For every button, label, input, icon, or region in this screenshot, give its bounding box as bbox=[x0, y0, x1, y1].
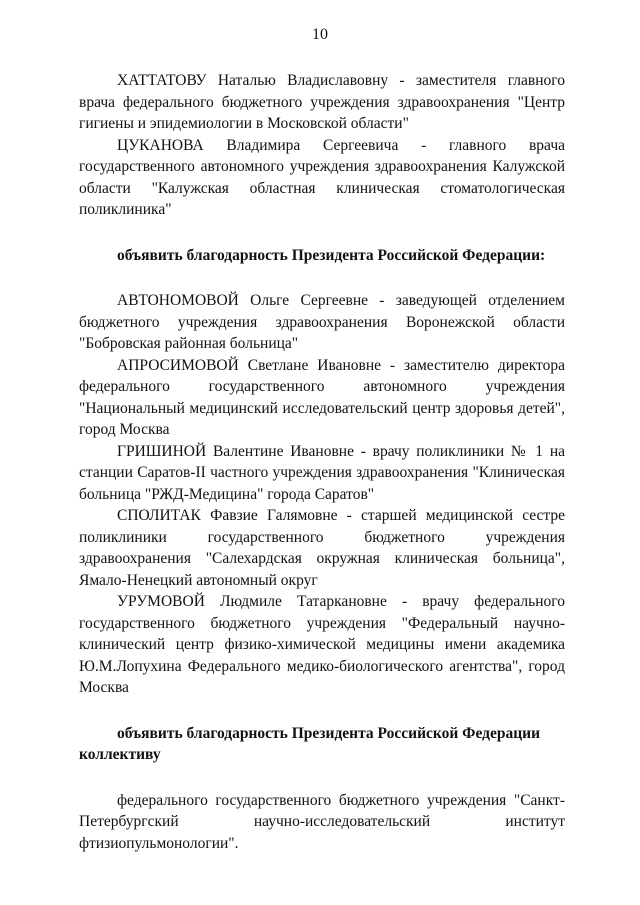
section-heading: объявить благодарность Президента Российской Федерации коллективу bbox=[79, 724, 541, 763]
award-entry: СПОЛИТАК Фавзие Галямовне - старшей медицинской сестре поликлиники государственного бюджетного учреждения здравоохранения "Салехардская окружная клиническая больница", Ямало-Ненецкий автономный округ bbox=[79, 507, 565, 589]
award-entry: УРУМОВОЙ Людмиле Татаркановне - врачу федерального государственного бюджетного учреждения "Федеральный научно-клинический центр физико-химической медицины имени академика Ю.М.Лопухина Федерального медико-биологического агентства", город Москва bbox=[79, 593, 565, 696]
spacer bbox=[79, 766, 565, 790]
award-entry: ГРИШИНОЙ Валентине Ивановне - врачу поликлиники № 1 на станции Саратов-II частного учреждения здравоохранения "Клиническая больница "РЖД-Медицина" города Саратов" bbox=[79, 442, 565, 503]
award-entry: ЦУКАНОВА Владимира Сергеевича - главного врача государственного автономного учреждения здравоохранения Калужской области "Калужская областная клиническая стоматологическая поликлиника" bbox=[79, 136, 565, 218]
award-entry: ХАТТАТОВУ Наталью Владиславовну - заместителя главного врача федерального бюджетного учреждения здравоохранения "Центр гигиены и эпидемиологии в Московской области" bbox=[79, 72, 565, 132]
spacer bbox=[79, 699, 565, 723]
award-entry: АПРОСИМОВОЙ Светлане Ивановне - заместителю директора федерального государственного автономного учреждения "Национальный медицинский исследовательский центр здоровья детей", город Москва bbox=[79, 356, 565, 438]
section-heading: объявить благодарность Президента Российской Федерации: bbox=[117, 246, 546, 264]
spacer bbox=[79, 221, 565, 245]
page-number: 10 bbox=[312, 26, 328, 43]
document-body bbox=[79, 70, 565, 854]
award-entry: федерального государственного бюджетного учреждения "Санкт-Петербургский научно-исследовательский институт фтизиопульмонологии". bbox=[79, 791, 565, 852]
award-entry: АВТОНОМОВОЙ Ольге Сергеевне - заведующей отделением бюджетного учреждения здравоохранения Воронежской области "Бобровская районная больница" bbox=[79, 292, 565, 352]
spacer bbox=[79, 266, 565, 290]
